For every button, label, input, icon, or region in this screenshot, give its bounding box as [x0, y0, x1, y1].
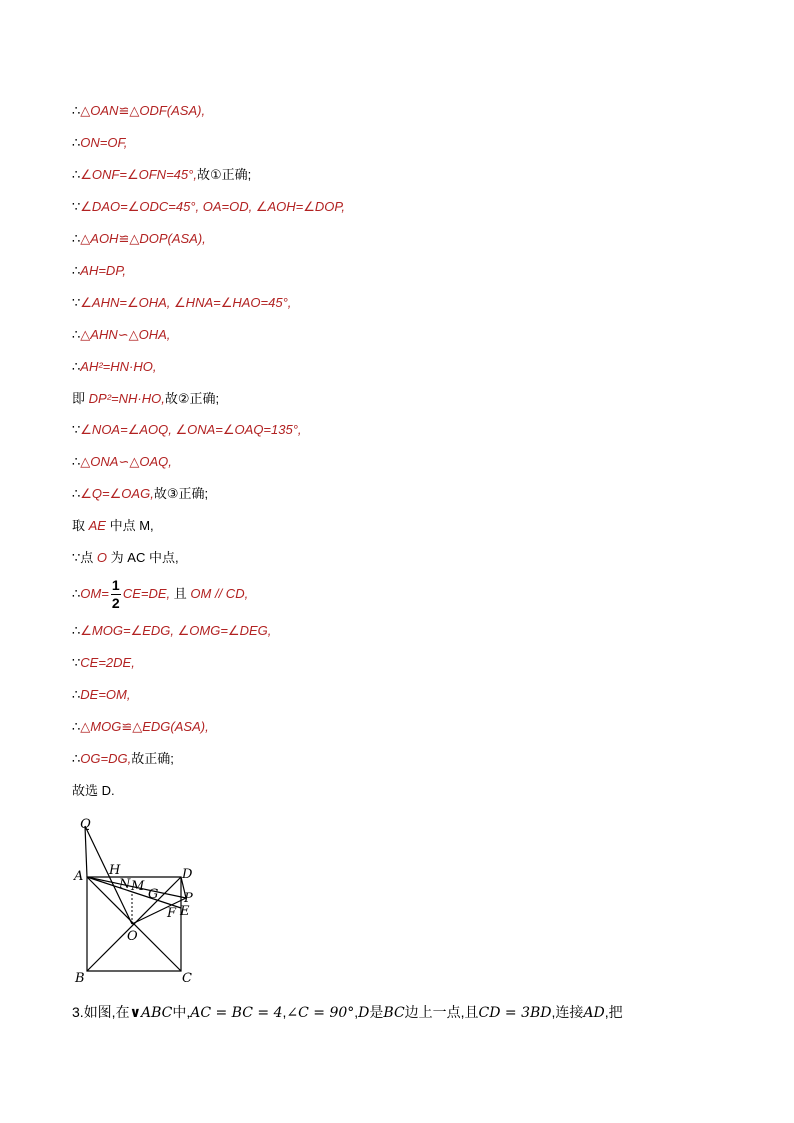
step-line: ∵∠NOA=∠AOQ, ∠ONA=∠OAQ=135°,	[72, 422, 302, 437]
step-line: ∵CE=2DE,	[72, 655, 135, 670]
step-line: ∴ON=OF,	[72, 135, 128, 150]
step-line: ∴DE=OM,	[72, 687, 131, 702]
step-line: ∴∠MOG=∠EDG, ∠OMG=∠DEG,	[72, 623, 272, 638]
triangle-icon: ∨	[129, 1004, 141, 1020]
step-line: ∴△AHN∽△OHA,	[72, 327, 171, 342]
question-3: 3.如图,在∨ABC中,AC = BC = 4,∠C = 90°,D是BC边上一点,且CD = 3BD,连接AD,把	[72, 1004, 623, 1021]
step-line: ∵∠DAO=∠ODC=45°, OA=OD, ∠AOH=∠DOP,	[72, 199, 345, 214]
conclusion: 故选 D.	[72, 783, 115, 798]
label-n: N	[119, 877, 131, 892]
step-line: ∴AH=DP,	[72, 263, 126, 278]
label-b: B	[75, 971, 85, 986]
label-m: M	[131, 879, 145, 894]
segment-qa	[85, 826, 87, 877]
step-line: ∴AH²=HN·HO,	[72, 359, 157, 374]
step-line: ∴∠ONF=∠OFN=45°,故①正确;	[72, 167, 252, 182]
step-line: ∴OG=DG,故正确;	[72, 751, 174, 766]
step-line: 取 AE 中点 M,	[72, 518, 154, 533]
label-g: G	[148, 887, 159, 902]
geometry-figure	[70, 812, 200, 988]
fraction-step-line: ∴OM= $\frac{1}{2}$ CE=DE, 且 OM // CD,	[72, 577, 249, 612]
step-line: 即 DP²=NH·HO,故②正确;	[72, 391, 220, 406]
step-line: ∴△OAN≌△ODF(ASA),	[72, 103, 206, 118]
label-e: E	[180, 904, 190, 919]
label-o: O	[127, 929, 138, 944]
label-h: H	[109, 863, 121, 878]
label-c: C	[182, 971, 192, 986]
label-f: F	[167, 906, 177, 921]
step-line: ∴△MOG≌△EDG(ASA),	[72, 719, 209, 734]
step-line: ∴△ONA∽△OAQ,	[72, 454, 172, 469]
segment-op	[132, 898, 186, 924]
fraction-one-half: $\frac{1}{2}$	[111, 577, 120, 612]
label-a: A	[74, 869, 84, 884]
step-line: ∴△AOH≌△DOP(ASA),	[72, 231, 206, 246]
step-line: ∵∠AHN=∠OHA, ∠HNA=∠HAO=45°,	[72, 295, 292, 310]
label-d: D	[182, 867, 193, 882]
label-q: Q	[80, 817, 91, 832]
label-p: P	[184, 891, 193, 906]
step-line: ∴∠Q=∠OAG,故③正确;	[72, 486, 209, 501]
step-line: ∵点 O 为 AC 中点,	[72, 550, 179, 565]
